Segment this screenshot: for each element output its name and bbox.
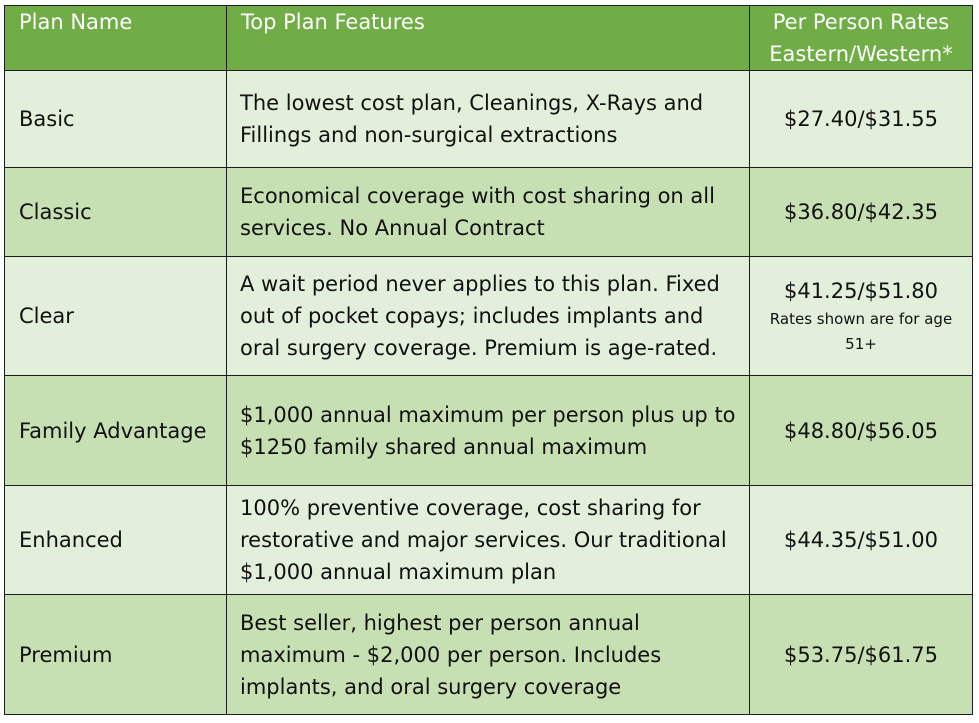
plan-name: Premium <box>5 595 227 715</box>
plan-features: Economical coverage with cost sharing on all services. No Annual Contract <box>227 168 750 257</box>
header-plan-name: Plan Name <box>5 6 227 71</box>
plan-name: Enhanced <box>5 486 227 595</box>
plan-rate-cell <box>750 376 973 486</box>
plan-rate-cell <box>750 168 973 257</box>
table-row <box>5 71 973 168</box>
plan-rate-cell <box>750 486 973 595</box>
plan-rate-cell <box>750 257 973 376</box>
table-row <box>5 486 973 595</box>
plan-features: 100% preventive coverage, cost sharing for restorative and major services. Our traditional $1,000 annual maximum plan <box>227 486 750 595</box>
plan-rate-cell <box>750 595 973 715</box>
header-features: Top Plan Features <box>227 6 750 71</box>
plan-features: The lowest cost plan, Cleanings, X-Rays and Fillings and non-surgical extractions <box>227 71 750 168</box>
plan-features: $1,000 annual maximum per person plus up to $1250 family shared annual maximum <box>227 376 750 486</box>
plan-rate: $36.80/$42.35 <box>783 200 939 224</box>
header-rates-line2: Eastern/Western* <box>769 42 953 66</box>
plan-rate-note: Rates shown are for age 51+ <box>769 310 953 353</box>
plan-name: Basic <box>5 71 227 168</box>
plan-rate: $44.35/$51.00 <box>783 528 939 552</box>
plan-features: A wait period never applies to this plan. Fixed out of pocket copays; includes implants and oral surgery coverage. Premium is age-rated. <box>227 257 750 376</box>
plan-name: Clear <box>5 257 227 376</box>
plan-rate: $41.25/$51.80 <box>783 279 939 303</box>
table-row <box>5 257 973 376</box>
plans-table <box>4 5 973 715</box>
plan-rate: $53.75/$61.75 <box>783 642 939 667</box>
plan-rate: $48.80/$56.05 <box>783 418 939 443</box>
header-rates-line1: Per Person Rates <box>772 10 950 34</box>
plan-name: Classic <box>5 168 227 257</box>
header-row <box>5 6 973 71</box>
header-rates <box>750 6 973 71</box>
plan-features: Best seller, highest per person annual maximum - $2,000 per person. Includes implants, and oral surgery coverage <box>227 595 750 715</box>
plan-rate-cell <box>750 71 973 168</box>
table-row <box>5 595 973 715</box>
table-row <box>5 168 973 257</box>
plan-rate: $27.40/$31.55 <box>783 107 939 131</box>
plan-name: Family Advantage <box>5 376 227 486</box>
table-row <box>5 376 973 486</box>
